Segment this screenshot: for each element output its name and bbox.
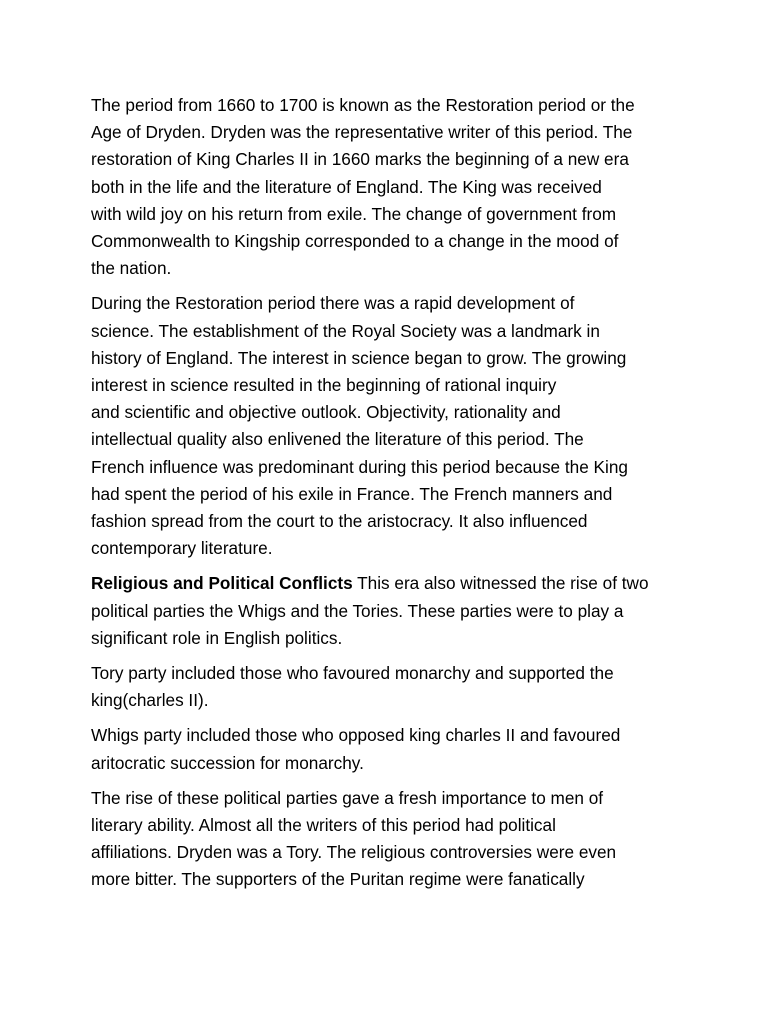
text-line: the nation. [91, 258, 172, 279]
text-line: more bitter. The supporters of the Puritan regime were fanatically [91, 869, 585, 890]
paragraph-religious-political-conflicts [91, 570, 691, 652]
paragraph-science-development [91, 290, 691, 562]
document-body [91, 92, 691, 902]
text-line: both in the life and the literature of England. The King was received [91, 176, 602, 197]
text-line: contemporary literature. [91, 538, 273, 559]
text-line: significant role in English politics. [91, 627, 343, 648]
paragraph-tory-party [91, 660, 691, 714]
text-line: aritocratic succession for monarchy. [91, 752, 364, 773]
text-line: had spent the period of his exile in France. The French manners and [91, 483, 613, 504]
text-line: political parties the Whigs and the Tories. These parties were to play a [91, 600, 624, 621]
text-line: The rise of these political parties gave a fresh importance to men of [91, 787, 604, 808]
text-line [91, 570, 691, 597]
text-line: affiliations. Dryden was a Tory. The religious controversies were even [91, 842, 617, 863]
text-line: The period from 1660 to 1700 is known as the Restoration period or the [91, 95, 635, 115]
text-line: intellectual quality also enlivened the literature of this period. The [91, 429, 584, 450]
paragraph-political-parties-rise [91, 785, 691, 894]
text-line: Tory party included those who favoured monarchy and supported the [91, 663, 614, 684]
text-line: interest in science resulted in the beginning of rational inquiry [91, 375, 557, 396]
text-line: Age of Dryden. Dryden was the representative writer of this period. The [91, 122, 633, 143]
text-line: and scientific and objective outlook. Objectivity, rationality and [91, 402, 561, 423]
heading-trailing-text: This era also witnessed the rise of two [352, 573, 649, 594]
section-heading: Religious and Political Conflicts [91, 573, 353, 594]
text-line: French influence was predominant during this period because the King [91, 456, 628, 477]
text-line: Commonwealth to Kingship corresponded to a change in the mood of [91, 231, 619, 252]
text-line: literary ability. Almost all the writers of this period had political [91, 815, 556, 836]
text-line: king(charles II). [91, 690, 209, 711]
text-line: history of England. The interest in science began to grow. The growing [91, 347, 627, 368]
text-line: science. The establishment of the Royal Society was a landmark in [91, 320, 600, 341]
text-line: During the Restoration period there was a rapid development of [91, 293, 575, 314]
text-line: fashion spread from the court to the aristocracy. It also influenced [91, 511, 588, 532]
text-line: with wild joy on his return from exile. The change of government from [91, 203, 617, 224]
paragraph-whigs-party [91, 722, 691, 776]
paragraph-restoration-intro [91, 92, 691, 282]
text-line: restoration of King Charles II in 1660 marks the beginning of a new era [91, 149, 629, 170]
text-line: Whigs party included those who opposed king charles II and favoured [91, 725, 621, 746]
